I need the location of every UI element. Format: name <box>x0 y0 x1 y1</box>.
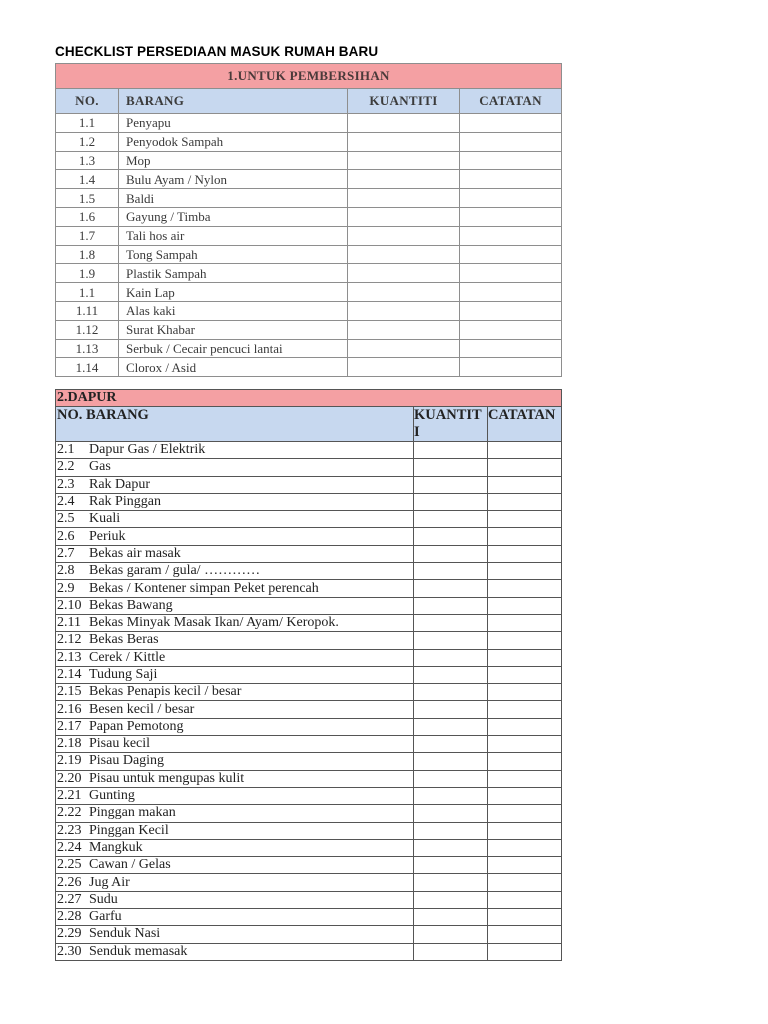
quantity-cell[interactable] <box>414 701 488 718</box>
note-cell[interactable] <box>488 736 562 753</box>
quantity-cell[interactable] <box>414 736 488 753</box>
item-cell <box>56 857 414 874</box>
header-quantity: KUANTITI <box>348 89 460 114</box>
quantity-cell[interactable] <box>348 207 460 226</box>
item-name: Senduk Nasi <box>89 926 161 942</box>
item-cell <box>56 666 414 683</box>
item-name: Senduk memasak <box>89 943 188 959</box>
table-row <box>56 891 562 908</box>
table-row <box>56 580 562 597</box>
item-name: Bekas / Kontener simpan Peket perencah <box>89 580 319 596</box>
header-item: BARANG <box>119 89 348 114</box>
item-cell <box>56 649 414 666</box>
header-note: CATATAN <box>488 407 562 442</box>
item-number: 2.3 <box>57 476 75 492</box>
item-name: Bekas Penapis kecil / besar <box>89 684 242 700</box>
item-name: Bulu Ayam / Nylon <box>119 170 348 189</box>
note-cell[interactable] <box>460 301 562 320</box>
item-number: 2.15 <box>57 684 82 700</box>
note-cell[interactable] <box>488 476 562 493</box>
item-name: Rak Dapur <box>89 476 151 492</box>
item-number: 1.6 <box>56 207 119 226</box>
item-number: 2.12 <box>57 632 82 648</box>
item-name: Tali hos air <box>119 226 348 245</box>
table-row <box>56 207 562 226</box>
item-name: Penyapu <box>119 114 348 133</box>
table-row <box>56 545 562 562</box>
table-row <box>56 926 562 943</box>
note-cell[interactable] <box>488 563 562 580</box>
item-cell <box>56 943 414 960</box>
item-name: Tong Sampah <box>119 245 348 264</box>
item-cell <box>56 822 414 839</box>
item-cell <box>56 718 414 735</box>
header-no: NO. <box>56 89 119 114</box>
quantity-cell[interactable] <box>414 459 488 476</box>
item-name: Pisau kecil <box>89 736 151 752</box>
item-number: 2.13 <box>57 649 82 665</box>
table-row <box>56 283 562 302</box>
table-row <box>56 718 562 735</box>
table-row <box>56 189 562 208</box>
section1-title: 1.UNTUK PEMBERSIHAN <box>56 64 562 89</box>
item-cell <box>56 632 414 649</box>
item-name: Cawan / Gelas <box>89 857 171 873</box>
item-cell <box>56 614 414 631</box>
note-cell[interactable] <box>488 459 562 476</box>
document-title: CHECKLIST PERSEDIAAN MASUK RUMAH BARU <box>55 44 379 59</box>
item-cell <box>56 684 414 701</box>
quantity-cell[interactable] <box>414 545 488 562</box>
item-cell <box>56 597 414 614</box>
header-no-item: NO. BARANG <box>56 407 414 442</box>
quantity-cell[interactable] <box>414 632 488 649</box>
table-row <box>56 339 562 358</box>
item-cell <box>56 753 414 770</box>
item-number: 1.4 <box>56 170 119 189</box>
item-cell <box>56 787 414 804</box>
quantity-cell[interactable] <box>414 442 488 459</box>
item-name: Tudung Saji <box>89 667 158 682</box>
item-name: Papan Pemotong <box>89 718 184 734</box>
note-cell[interactable] <box>488 805 562 822</box>
table-row <box>56 909 562 926</box>
quantity-cell[interactable] <box>414 580 488 597</box>
note-cell[interactable] <box>460 151 562 170</box>
quantity-cell[interactable] <box>348 320 460 339</box>
note-cell[interactable] <box>460 358 562 377</box>
item-cell <box>56 459 414 476</box>
note-cell[interactable] <box>460 170 562 189</box>
item-name: Bekas Minyak Masak Ikan/ Ayam/ Keropok. <box>89 615 339 631</box>
item-number: 1.2 <box>56 132 119 151</box>
item-cell <box>56 545 414 562</box>
item-number: 2.8 <box>57 563 75 579</box>
item-cell <box>56 563 414 580</box>
quantity-cell[interactable] <box>414 597 488 614</box>
table-row <box>56 943 562 960</box>
item-name: Cerek / Kittle <box>89 649 166 665</box>
note-cell[interactable] <box>488 614 562 631</box>
item-number: 2.9 <box>57 580 75 596</box>
quantity-cell[interactable] <box>414 649 488 666</box>
item-name: Rak Pinggan <box>89 494 161 510</box>
item-number: 2.23 <box>57 822 82 838</box>
quantity-cell[interactable] <box>414 909 488 926</box>
item-number: 2.6 <box>57 528 75 544</box>
header-quantity: KUANTITI <box>414 407 488 442</box>
note-cell[interactable] <box>460 114 562 133</box>
item-name: Bekas garam / gula/ ………… <box>89 563 261 579</box>
item-cell <box>56 891 414 908</box>
item-cell <box>56 874 414 891</box>
note-cell[interactable] <box>488 770 562 787</box>
item-number: 1.9 <box>56 264 119 283</box>
quantity-cell[interactable] <box>414 805 488 822</box>
quantity-cell[interactable] <box>414 926 488 943</box>
table-row <box>56 170 562 189</box>
item-number: 2.30 <box>57 943 82 959</box>
quantity-cell[interactable] <box>414 839 488 856</box>
table-row <box>56 805 562 822</box>
table-row <box>56 649 562 666</box>
note-cell[interactable] <box>488 493 562 510</box>
note-cell[interactable] <box>460 339 562 358</box>
note-cell[interactable] <box>488 666 562 683</box>
item-cell <box>56 442 414 459</box>
section1-title-row <box>56 64 562 89</box>
table-row <box>56 632 562 649</box>
item-name: Dapur Gas / Elektrik <box>89 442 206 458</box>
note-cell[interactable] <box>460 320 562 339</box>
note-cell[interactable] <box>488 926 562 943</box>
item-number: 2.17 <box>57 718 82 734</box>
table-row <box>56 320 562 339</box>
table-row <box>56 528 562 545</box>
quantity-cell[interactable] <box>348 339 460 358</box>
table-row <box>56 245 562 264</box>
table-row <box>56 822 562 839</box>
item-number: 2.18 <box>57 736 82 752</box>
table-row <box>56 151 562 170</box>
item-cell <box>56 528 414 545</box>
quantity-cell[interactable] <box>414 511 488 528</box>
quantity-cell[interactable] <box>348 189 460 208</box>
quantity-cell[interactable] <box>414 666 488 683</box>
section2-header-row <box>56 407 562 442</box>
note-cell[interactable] <box>488 909 562 926</box>
item-name: Mop <box>119 151 348 170</box>
table-row <box>56 442 562 459</box>
quantity-cell[interactable] <box>414 563 488 580</box>
quantity-cell[interactable] <box>348 301 460 320</box>
item-name: Pinggan Kecil <box>89 822 169 838</box>
item-name: Pisau Daging <box>89 753 165 769</box>
table-row <box>56 358 562 377</box>
quantity-cell[interactable] <box>414 787 488 804</box>
quantity-cell[interactable] <box>348 114 460 133</box>
item-cell <box>56 701 414 718</box>
note-cell[interactable] <box>488 753 562 770</box>
quantity-cell[interactable] <box>348 226 460 245</box>
header-note: CATATAN <box>460 89 562 114</box>
item-name: Serbuk / Cecair pencuci lantai <box>119 339 348 358</box>
note-cell[interactable] <box>488 649 562 666</box>
item-name: Baldi <box>119 189 348 208</box>
quantity-cell[interactable] <box>414 718 488 735</box>
quantity-cell[interactable] <box>414 943 488 960</box>
item-name: Penyodok Sampah <box>119 132 348 151</box>
item-number: 2.24 <box>57 839 82 855</box>
quantity-cell[interactable] <box>348 132 460 151</box>
item-number: 1.1 <box>56 114 119 133</box>
item-name: Clorox / Asid <box>119 358 348 377</box>
item-number: 1.8 <box>56 245 119 264</box>
item-number: 1.3 <box>56 151 119 170</box>
item-number: 2.20 <box>57 770 82 786</box>
item-name: Bekas air masak <box>89 545 181 561</box>
item-name: Alas kaki <box>119 301 348 320</box>
section1-header-row <box>56 89 562 114</box>
note-cell[interactable] <box>488 874 562 891</box>
item-number: 2.5 <box>57 511 75 527</box>
note-cell[interactable] <box>460 226 562 245</box>
item-number: 2.19 <box>57 753 82 769</box>
item-number: 2.26 <box>57 874 82 890</box>
table-row <box>56 666 562 683</box>
note-cell[interactable] <box>460 245 562 264</box>
item-number: 1.1 <box>56 283 119 302</box>
item-number: 2.4 <box>57 494 75 510</box>
table-row <box>56 226 562 245</box>
quantity-cell[interactable] <box>414 874 488 891</box>
item-name: Gunting <box>89 788 135 804</box>
table-row <box>56 787 562 804</box>
section2-title: 2.DAPUR <box>56 390 562 407</box>
item-number: 1.14 <box>56 358 119 377</box>
table-row <box>56 132 562 151</box>
table-row <box>56 839 562 856</box>
table-row <box>56 753 562 770</box>
table-row <box>56 614 562 631</box>
item-cell <box>56 476 414 493</box>
quantity-cell[interactable] <box>414 493 488 510</box>
item-name: Mangkuk <box>89 839 143 855</box>
table-row <box>56 264 562 283</box>
item-number: 2.2 <box>57 459 75 475</box>
table-row <box>56 597 562 614</box>
item-name: Bekas Beras <box>89 632 159 648</box>
quantity-cell[interactable] <box>414 614 488 631</box>
item-name: Bekas Bawang <box>89 597 173 613</box>
note-cell[interactable] <box>488 839 562 856</box>
note-cell[interactable] <box>488 787 562 804</box>
table-row <box>56 857 562 874</box>
item-name: Besen kecil / besar <box>89 701 195 717</box>
quantity-cell[interactable] <box>348 264 460 283</box>
item-cell <box>56 580 414 597</box>
quantity-cell[interactable] <box>414 528 488 545</box>
item-number: 2.29 <box>57 926 82 942</box>
item-name: Sudu <box>89 891 118 907</box>
item-number: 2.25 <box>57 857 82 873</box>
item-cell <box>56 805 414 822</box>
note-cell[interactable] <box>460 264 562 283</box>
item-name: Kuali <box>89 511 121 527</box>
table-row <box>56 493 562 510</box>
quantity-cell[interactable] <box>348 358 460 377</box>
section2-title-row <box>56 390 562 407</box>
table-row <box>56 736 562 753</box>
section1-table <box>55 63 562 377</box>
item-cell <box>56 493 414 510</box>
quantity-cell[interactable] <box>414 891 488 908</box>
item-number: 1.7 <box>56 226 119 245</box>
note-cell[interactable] <box>488 545 562 562</box>
item-cell <box>56 926 414 943</box>
table-row <box>56 459 562 476</box>
table-row <box>56 563 562 580</box>
item-number: 2.14 <box>57 667 82 682</box>
note-cell[interactable] <box>460 283 562 302</box>
note-cell[interactable] <box>488 857 562 874</box>
note-cell[interactable] <box>488 580 562 597</box>
item-name: Pisau untuk mengupas kulit <box>89 770 245 786</box>
item-name: Gas <box>89 459 111 475</box>
note-cell[interactable] <box>460 132 562 151</box>
note-cell[interactable] <box>488 684 562 701</box>
quantity-cell[interactable] <box>348 283 460 302</box>
table-row <box>56 701 562 718</box>
table-row <box>56 511 562 528</box>
quantity-cell[interactable] <box>414 822 488 839</box>
item-name: Surat Khabar <box>119 320 348 339</box>
table-row <box>56 684 562 701</box>
item-number: 2.28 <box>57 909 82 925</box>
item-number: 1.13 <box>56 339 119 358</box>
item-name: Plastik Sampah <box>119 264 348 283</box>
note-cell[interactable] <box>488 442 562 459</box>
item-cell <box>56 909 414 926</box>
item-name: Garfu <box>89 909 122 925</box>
item-number: 1.12 <box>56 320 119 339</box>
item-number: 2.22 <box>57 805 82 821</box>
quantity-cell[interactable] <box>414 857 488 874</box>
item-number: 2.21 <box>57 788 82 804</box>
note-cell[interactable] <box>488 511 562 528</box>
item-number: 2.16 <box>57 701 82 717</box>
quantity-cell[interactable] <box>414 753 488 770</box>
note-cell[interactable] <box>488 822 562 839</box>
item-cell <box>56 839 414 856</box>
note-cell[interactable] <box>488 701 562 718</box>
item-name: Pinggan makan <box>89 805 176 821</box>
item-number: 2.7 <box>57 545 75 561</box>
note-cell[interactable] <box>488 943 562 960</box>
quantity-cell[interactable] <box>414 684 488 701</box>
quantity-cell[interactable] <box>348 245 460 264</box>
table-row <box>56 476 562 493</box>
item-number: 2.11 <box>57 615 81 631</box>
note-cell[interactable] <box>488 528 562 545</box>
item-number: 1.5 <box>56 189 119 208</box>
item-name: Periuk <box>89 528 126 544</box>
item-cell <box>56 770 414 787</box>
table-row <box>56 114 562 133</box>
note-cell[interactable] <box>460 207 562 226</box>
table-row <box>56 874 562 891</box>
item-name: Gayung / Timba <box>119 207 348 226</box>
quantity-cell[interactable] <box>348 151 460 170</box>
item-number: 2.10 <box>57 597 82 613</box>
item-cell <box>56 736 414 753</box>
note-cell[interactable] <box>488 597 562 614</box>
quantity-cell[interactable] <box>414 476 488 493</box>
item-cell <box>56 511 414 528</box>
table-row <box>56 770 562 787</box>
note-cell[interactable] <box>460 189 562 208</box>
item-name: Jug Air <box>89 874 130 890</box>
item-number: 1.11 <box>56 301 119 320</box>
item-name: Kain Lap <box>119 283 348 302</box>
note-cell[interactable] <box>488 891 562 908</box>
note-cell[interactable] <box>488 632 562 649</box>
quantity-cell[interactable] <box>414 770 488 787</box>
item-number: 2.1 <box>57 442 75 458</box>
item-number: 2.27 <box>57 891 82 907</box>
section2-table <box>55 389 562 961</box>
table-row <box>56 301 562 320</box>
quantity-cell[interactable] <box>348 170 460 189</box>
note-cell[interactable] <box>488 718 562 735</box>
